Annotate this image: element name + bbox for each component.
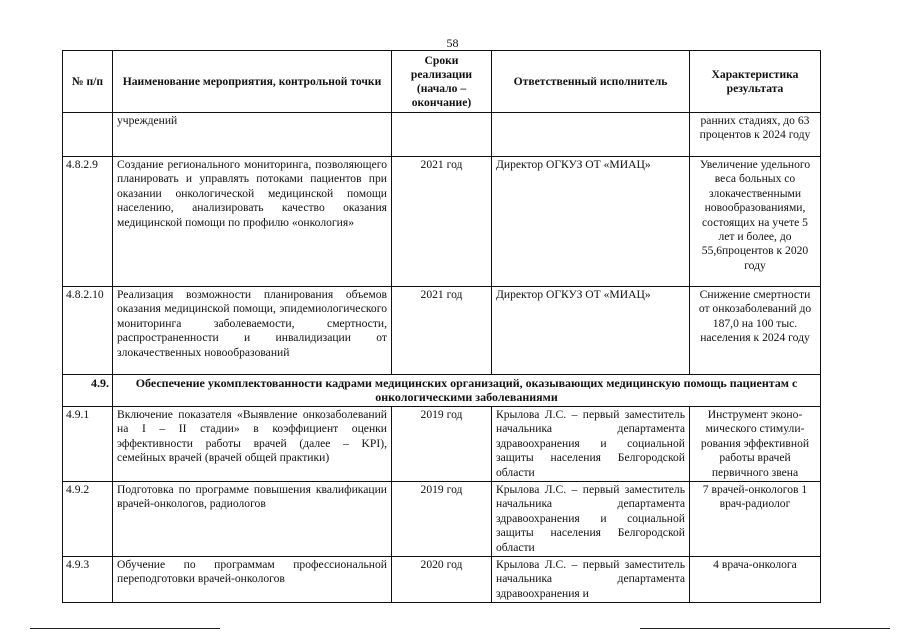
row-term: 2021 год	[392, 287, 492, 375]
section-num: 4.9.	[63, 375, 113, 407]
table-row	[63, 113, 821, 157]
table-row	[63, 407, 821, 482]
row-num: 4.9.2	[63, 482, 113, 557]
header-name: Наименование мероприятия, контрольной точки	[113, 51, 392, 113]
row-name: Реализация возможности планирования объемов оказания медицинской помощи, эпидемиологического мониторинга заболеваемости, смертности, распространенности и инвалидизации от злокачественных новообразований	[113, 287, 392, 375]
header-terms: Сроки реализации (начало – окончание)	[392, 51, 492, 113]
scan-edge-line-left	[30, 628, 220, 629]
row-name: Создание регионального мониторинга, позволяющего планировать и управлять потоками пациентов при оказании онкологической медицинской помощи населению, анализировать качество оказания медицинской помощи по профилю «онкология»	[113, 157, 392, 287]
row-num	[63, 113, 113, 157]
table-row	[63, 157, 821, 287]
activities-table	[62, 50, 821, 603]
row-executor: Крылова Л.С. – первый заместитель начальника департамента здравоохранения и	[492, 557, 690, 603]
table-header-row	[63, 51, 821, 113]
row-result: 7 врачей-онкологов 1 врач-радиолог	[690, 482, 821, 557]
row-name: Обучение по программам профессиональной переподготовки врачей-онкологов	[113, 557, 392, 603]
row-result: 4 врача-онколога	[690, 557, 821, 603]
row-result: Увеличение удельного веса больных со злокачественными новообразованиями, состоящих на учете 5 лет и более, до 55,6процентов к 2020 году	[690, 157, 821, 287]
row-num: 4.8.2.9	[63, 157, 113, 287]
row-num: 4.8.2.10	[63, 287, 113, 375]
table-row	[63, 287, 821, 375]
row-term: 2021 год	[392, 157, 492, 287]
row-term: 2020 год	[392, 557, 492, 603]
row-executor: Крылова Л.С. – первый заместитель начальника департамента здравоохранения и социальной защиты населения Белгородской области	[492, 482, 690, 557]
row-term: 2019 год	[392, 407, 492, 482]
row-result: Инструмент эконо-мического стимули-рования эффективной работы врачей первичного звена	[690, 407, 821, 482]
row-result: Снижение смертности от онкозаболеваний до 187,0 на 100 тыс. населения к 2024 году	[690, 287, 821, 375]
row-executor	[492, 113, 690, 157]
page-number: 58	[446, 36, 459, 50]
row-name: Подготовка по программе повышения квалификации врачей-онкологов, радиологов	[113, 482, 392, 557]
section-title: Обеспечение укомплектованности кадрами медицинских организаций, оказывающих медицинскую помощь пациентам с онкологическими заболеваниями	[113, 375, 821, 407]
header-result: Характеристика результата	[690, 51, 821, 113]
header-executor: Ответственный исполнитель	[492, 51, 690, 113]
row-executor: Директор ОГКУЗ ОТ «МИАЦ»	[492, 157, 690, 287]
table-row	[63, 557, 821, 603]
row-term	[392, 113, 492, 157]
row-num: 4.9.3	[63, 557, 113, 603]
row-executor: Крылова Л.С. – первый заместитель начальника департамента здравоохранения и социальной защиты населения Белгородской области	[492, 407, 690, 482]
header-num: № п/п	[63, 51, 113, 113]
row-result: ранних стадиях, до 63 процентов к 2024 году	[690, 113, 821, 157]
row-term: 2019 год	[392, 482, 492, 557]
table-row	[63, 482, 821, 557]
row-executor: Директор ОГКУЗ ОТ «МИАЦ»	[492, 287, 690, 375]
row-name: учреждений	[113, 113, 392, 157]
scan-edge-line-right	[640, 628, 890, 629]
row-name: Включение показателя «Выявление онкозаболеваний на I – II стадии» в коэффициент оценки эффективности работы врачей (далее – KPI), семейных врачей (врачей общей практики)	[113, 407, 392, 482]
section-row	[63, 375, 821, 407]
row-num: 4.9.1	[63, 407, 113, 482]
